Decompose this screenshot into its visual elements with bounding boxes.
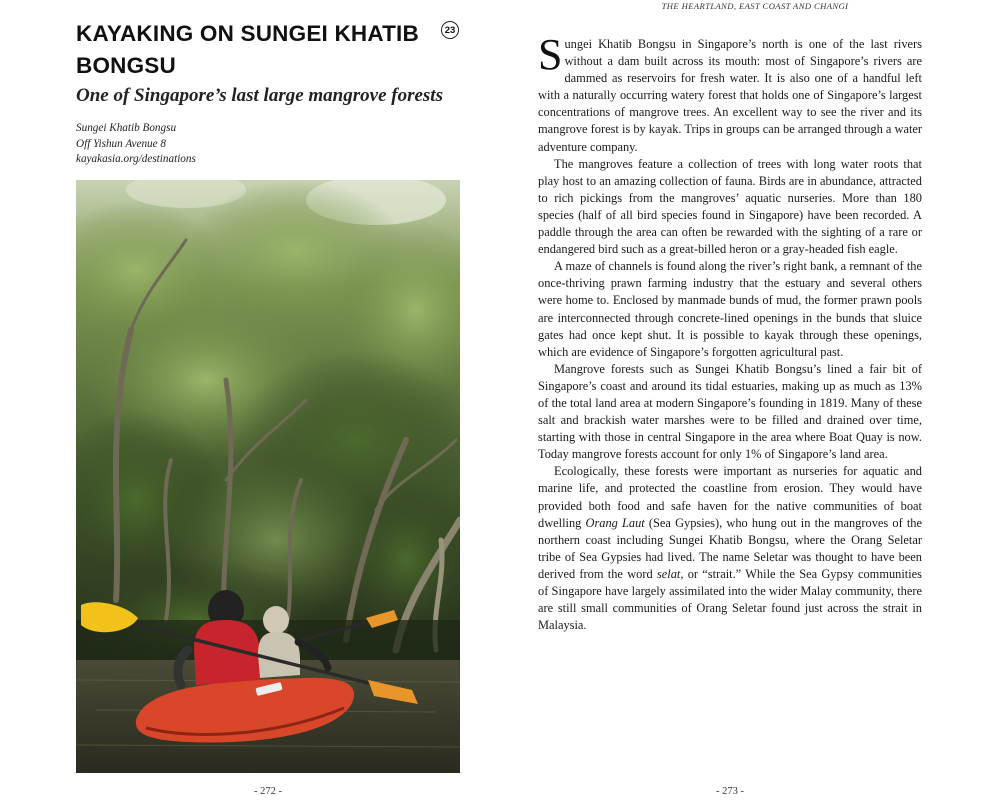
address-line-place: Sungei Khatib Bongsu (76, 122, 177, 134)
right-page (500, 0, 1000, 800)
paragraph-5-text-b: (Sea Gypsies), who hung out in the mangroves of the northern coast including Sungei Khatib Bongsu, where the Orang Seletar tribe of Sea Gypsies had lived. The name Seletar was thought to have been derived from the word (538, 515, 922, 581)
address-line-website: kayakasia.org/destinations (76, 153, 196, 165)
paragraph-3: A maze of channels is found along the river’s right bank, a remnant of the once-thriving prawn farming industry that the estuary and several others were home to. Enclosed by manmade bunds of mud, the former prawn pools are interconnected through concrete-lined openings in the bunds that sluice gates had once kept shut. It is possible to kayak through these openings, which are evidence of Singapore’s forgotten agricultural past. (538, 259, 922, 359)
paragraph-1-text: ungei Khatib Bongsu in Singapore’s north is one of the last rivers without a dam built across its mouth: most of Singapore’s rivers are dammed as reservoirs for fresh water. It is also one of a handful left with a naturally occurring watery forest that holds one of Singapore’s largest concentrations of mangrove trees. An excellent way to see the river and its mangrove forest is by kayak. Trips in groups can be arranged through a water adventure company. (538, 37, 923, 154)
article-title: KAYAKING ON SUNGEI KHATIB BONGSU (76, 21, 419, 78)
paragraph-1 (538, 30, 923, 156)
paragraph-5-text-a: Ecologically, these forests were important as nurseries for aquatic and marine life, and protected the coastline from erosion. They would have provided both food and safe haven for the native communities of boat dwelling (538, 464, 922, 530)
paragraph-4: Mangrove forests such as Sungei Khatib Bongsu’s lined a fair bit of Singapore’s coast and around its tidal estuaries, making up as much as 13% of the total land area at modern Singapore’s founding in 1819. Many of these salt and brackish water marshes were to be filled and drained over time, starting with those in central Singapore in the area where Boat Quay is now. Today mangrove forests account for only 1% of Singapore’s land area. (538, 361, 922, 462)
article-subtitle: One of Singapore’s last large mangrove forests (76, 85, 443, 106)
paragraph-5 (538, 463, 922, 634)
kayaking-photo (76, 180, 460, 773)
address-line-street: Off Yishun Avenue 8 (76, 137, 167, 150)
selat-term: selat (656, 566, 681, 581)
paragraph-5-text-c: , or “strait.” While the Sea Gypsy communities of Singapore have largely assimilated into the wider Malay community, there are still small communities of Orang Seletar found just across the strait in Malaysia. (538, 566, 922, 633)
page-number-right: - 273 - (716, 786, 744, 797)
running-head: THE HEARTLAND, EAST COAST AND CHANGI (661, 1, 849, 11)
drop-cap: S (538, 30, 563, 79)
orang-laut-term: Orang Laut (585, 515, 645, 530)
address-block (76, 121, 376, 168)
article-body (538, 30, 923, 634)
paragraph-2: The mangroves feature a collection of trees with long water roots that play host to an amazing collection of fauna. Birds are in abundance, attracted to rich pickings from the mangroves’ aquatic nurseries. More than 180 species (half of all bird species found in Singapore) have been recorded. A paddle through the area can often be rewarded with the sighting of a rare or endangered bird such as a great-billed heron or a gray-headed fish eagle. (538, 156, 922, 257)
page-number-left: - 272 - (254, 786, 282, 797)
entry-number-badge: 23 (441, 21, 459, 39)
